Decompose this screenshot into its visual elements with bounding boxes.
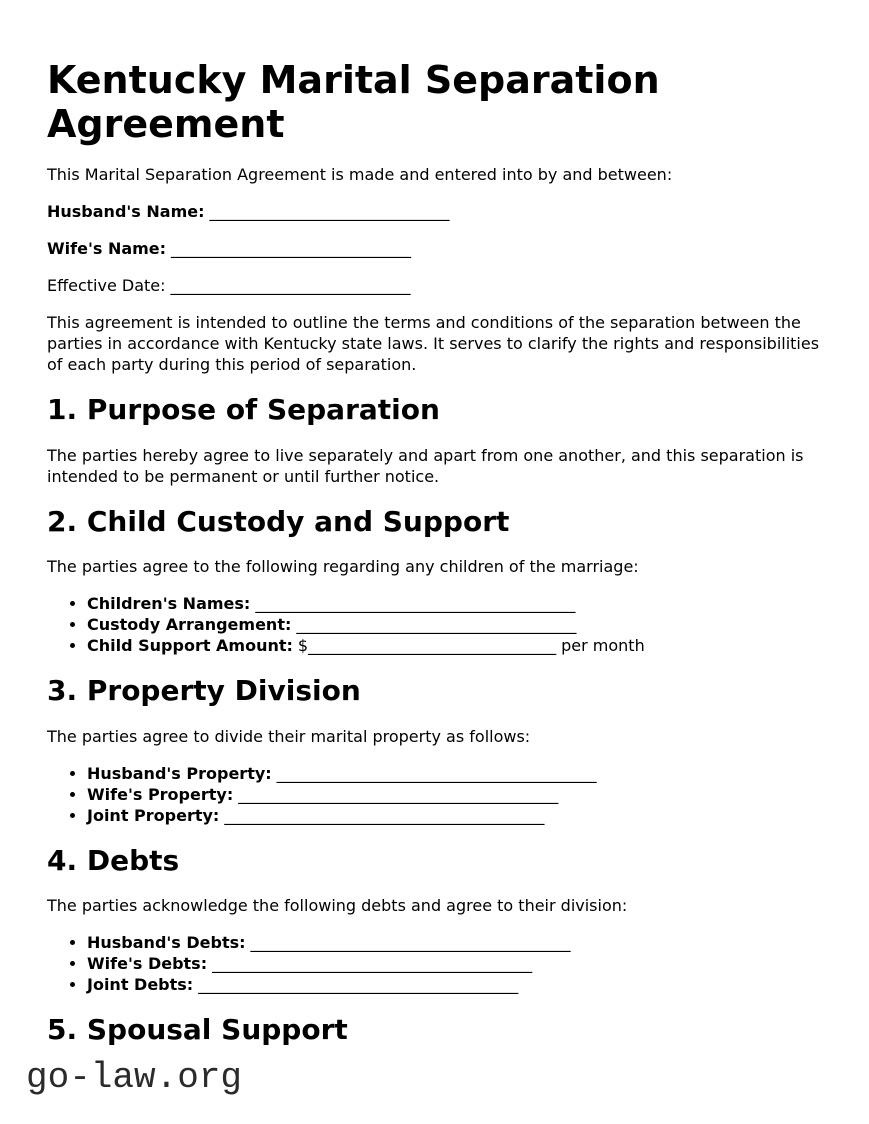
section-3-body: The parties agree to divide their marital property as follows: bbox=[47, 726, 531, 746]
joint-property-blank: ________________________________________ bbox=[224, 805, 545, 825]
husbands-debts-blank: ________________________________________ bbox=[250, 933, 571, 953]
list-item-child-support-amount bbox=[87, 635, 837, 656]
custody-arrangement-label: Custody Arrangement: bbox=[87, 615, 292, 635]
wifes-property-label: Wife's Property: bbox=[87, 784, 234, 804]
child-custody-list bbox=[47, 593, 837, 656]
wifes-name-field bbox=[47, 238, 837, 259]
preamble-paragraph: This agreement is intended to outline the terms and conditions of the separation between the parties in accordance with Kentucky state laws. It serves to clarify the rights and responsibilities of each party during this period of separation. bbox=[47, 312, 820, 374]
list-item-joint-debts bbox=[87, 974, 837, 995]
section-4-heading: 4. Debts bbox=[47, 843, 180, 877]
child-support-amount-blank: _______________________________ bbox=[308, 636, 557, 656]
list-item-husbands-property bbox=[87, 763, 837, 784]
per-month-suffix: per month bbox=[561, 636, 645, 656]
joint-debts-blank: ________________________________________ bbox=[198, 975, 519, 995]
effective-date-field bbox=[47, 275, 837, 296]
section-3-heading: 3. Property Division bbox=[47, 674, 361, 708]
joint-debts-label: Joint Debts: bbox=[87, 975, 194, 995]
husbands-debts-label: Husband's Debts: bbox=[87, 933, 246, 953]
husbands-name-blank: ______________________________ bbox=[209, 201, 450, 221]
husbands-property-label: Husband's Property: bbox=[87, 763, 272, 783]
list-item-custody-arrangement bbox=[87, 614, 837, 635]
childrens-names-blank: ________________________________________ bbox=[255, 594, 576, 614]
list-item-wifes-debts bbox=[87, 953, 837, 974]
list-item-joint-property bbox=[87, 805, 837, 826]
wifes-name-label: Wife's Name: bbox=[47, 238, 167, 258]
child-support-amount-label: Child Support Amount: bbox=[87, 636, 293, 656]
section-2-heading: 2. Child Custody and Support bbox=[47, 504, 510, 538]
effective-date-label: Effective Date: bbox=[47, 275, 166, 295]
effective-date-blank: ______________________________ bbox=[170, 275, 411, 295]
section-2-body: The parties agree to the following regarding any children of the marriage: bbox=[47, 557, 639, 577]
section-1-body: The parties hereby agree to live separately and apart from one another, and this separation is intended to be permanent or until further notice. bbox=[47, 445, 804, 486]
list-item-husbands-debts bbox=[87, 932, 837, 953]
husbands-property-blank: ________________________________________ bbox=[276, 763, 597, 783]
section-5-heading: 5. Spousal Support bbox=[47, 1013, 348, 1047]
wifes-name-blank: ______________________________ bbox=[171, 238, 412, 258]
wifes-debts-blank: ________________________________________ bbox=[212, 954, 533, 974]
debts-list bbox=[47, 932, 837, 995]
list-item-childrens-names bbox=[87, 593, 837, 614]
intro-paragraph: This Marital Separation Agreement is made and entered into by and between: bbox=[47, 164, 673, 184]
site-watermark: go-law.org bbox=[26, 1057, 243, 1098]
childrens-names-label: Children's Names: bbox=[87, 594, 251, 614]
section-1-heading: 1. Purpose of Separation bbox=[47, 392, 440, 426]
wifes-debts-label: Wife's Debts: bbox=[87, 954, 208, 974]
custody-arrangement-blank: ___________________________________ bbox=[296, 615, 577, 635]
wifes-property-blank: ________________________________________ bbox=[238, 784, 559, 804]
page-title: Kentucky Marital Separation Agreement bbox=[47, 58, 660, 147]
property-division-list bbox=[47, 763, 837, 826]
list-item-wifes-property bbox=[87, 784, 837, 805]
husbands-name-field bbox=[47, 201, 837, 222]
joint-property-label: Joint Property: bbox=[87, 805, 220, 825]
section-4-body: The parties acknowledge the following debts and agree to their division: bbox=[47, 896, 628, 916]
husbands-name-label: Husband's Name: bbox=[47, 201, 205, 221]
dollar-sign: $ bbox=[297, 636, 309, 656]
